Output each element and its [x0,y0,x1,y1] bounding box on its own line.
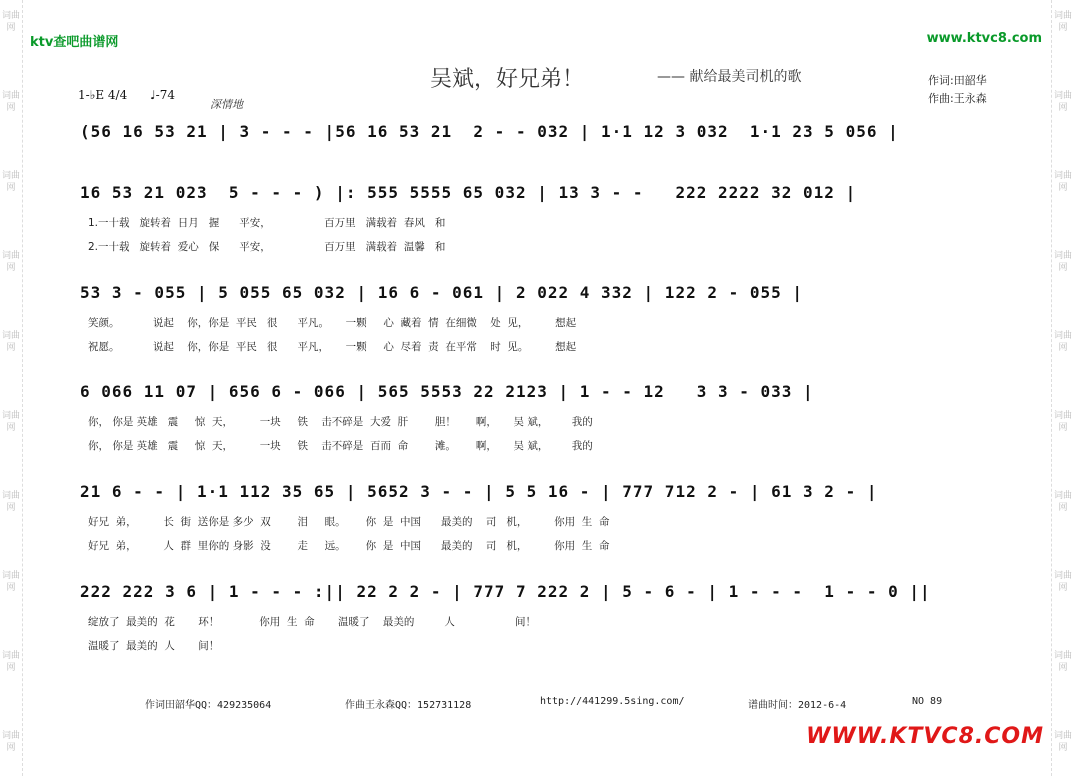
lyric-line: 好兄 弟， 人 群 里你的 身影 没 走 远。 你 是 中国 最美的 司 机， 你用 生 命 [88,540,610,552]
watermark-text: 词曲网 [1053,571,1072,593]
lyricist-credit: 作词:田韶华 [928,74,987,87]
lyric-line: 祝愿。 说起 你，你是 平民 很 平凡， 一颗 心 尽着 责 在平常 时 见。 想起 [88,341,577,353]
lyric-line: 你， 你是 英雄 震 惊 天， 一块 铁 击不碎是 百而 命 滩。 啊， 吴 斌， 我的 [88,440,593,452]
composer-credit: 作曲:王永森 [928,92,987,105]
watermark-text: 词曲网 [1053,91,1072,113]
footer-code: NO 89 [912,696,943,707]
watermark-text: 词曲网 [1,411,20,433]
watermark-text: 词曲网 [1,651,20,673]
footer-composer-qq: 作曲王永森QQ：152731128 [345,700,472,711]
watermark-text: 词曲网 [1,331,20,353]
lyric-line: 温暖了 最美的 人 间！ [88,640,220,652]
expression-mark: 深情地 [210,98,243,111]
watermark-text: 词曲网 [1,571,20,593]
notation-line: 222 222 3 6 | 1 - - - :|| 22 2 2 - | 777 7 222 2 | 5 - 6 - | 1 - - - 1 - - 0 || [80,582,931,601]
watermark-text: 词曲网 [1,171,20,193]
notation-line: 6 066 11 07 | 656 6 - 066 | 565 5553 22 2123 | 1 - - 12 3 3 - 033 | [80,382,814,401]
lyric-line: 好兄 弟， 长 街 送你是 多少 双 泪 眼。 你 是 中国 最美的 司 机， 你用 生 命 [88,516,610,528]
notation-line: 21 6 - - | 1·1 112 35 65 | 5652 3 - - | 5 5 16 - | 777 712 2 - | 61 3 2 - | [80,482,878,501]
watermark-text: 词曲网 [1053,411,1072,433]
lyric-line: 绽放了 最美的 花 环！ 你用 生 命 温暖了 最美的 人 间！ [88,616,536,628]
footer-lyricist-qq: 作词田韶华QQ：429235064 [145,700,272,711]
song-title: 吴斌，好兄弟！ [430,67,585,92]
lyric-line: 笑颜。 说起 你，你是 平民 很 平凡。 一颗 心 藏着 情 在细微 处 见， 想起 [88,317,577,329]
watermark-text: 词曲网 [1,731,20,753]
brand-right[interactable]: www.ktvc8.com [926,31,1042,46]
watermark-text: 词曲网 [1,91,20,113]
footer-date: 谱曲时间：2012-6-4 [748,700,847,711]
right-watermark-strip [1051,0,1074,776]
watermark-text: 词曲网 [1053,331,1072,353]
watermark-text: 词曲网 [1053,171,1072,193]
notation-line: (56 16 53 21 | 3 - - - |56 16 53 21 2 - - 032 | 1·1 12 3 032 1·1 23 5 056 | [80,122,899,141]
notation-line: 16 53 21 023 5 - - - ) |: 555 5555 65 032 | 13 3 - - 222 2222 32 012 | [80,183,857,202]
watermark-text: 词曲网 [1053,731,1072,753]
tempo-mark: ♩-74 [150,88,175,102]
watermark-text: 词曲网 [1,11,20,33]
watermark-text: 词曲网 [1,251,20,273]
song-subtitle: —— 献给最美司机的歌 [657,69,802,85]
footer-url[interactable]: http://441299.5sing.com/ [540,696,685,707]
site-logo[interactable]: WWW.KTVC8.COM [806,724,1044,749]
watermark-text: 词曲网 [1053,11,1072,33]
brand-left[interactable]: ktv查吧曲谱网 [30,35,119,50]
notation-line: 53 3 - 055 | 5 055 65 032 | 16 6 - 061 | 2 022 4 332 | 122 2 - 055 | [80,283,804,302]
key-signature: 1-♭E 4/4 [78,88,128,102]
watermark-text: 词曲网 [1,491,20,513]
lyric-line: 1.一十载 旋转着 日月 握 平安， 百万里 满载着 春风 和 [88,217,446,229]
lyric-line: 2.一十载 旋转着 爱心 保 平安， 百万里 满载着 温馨 和 [88,241,446,253]
watermark-text: 词曲网 [1053,651,1072,673]
watermark-text: 词曲网 [1053,251,1072,273]
lyric-line: 你， 你是 英雄 震 惊 天， 一块 铁 击不碎是 大爱 肝 胆！ 啊， 吴 斌， 我的 [88,416,593,428]
left-watermark-strip [0,0,23,776]
watermark-text: 词曲网 [1053,491,1072,513]
